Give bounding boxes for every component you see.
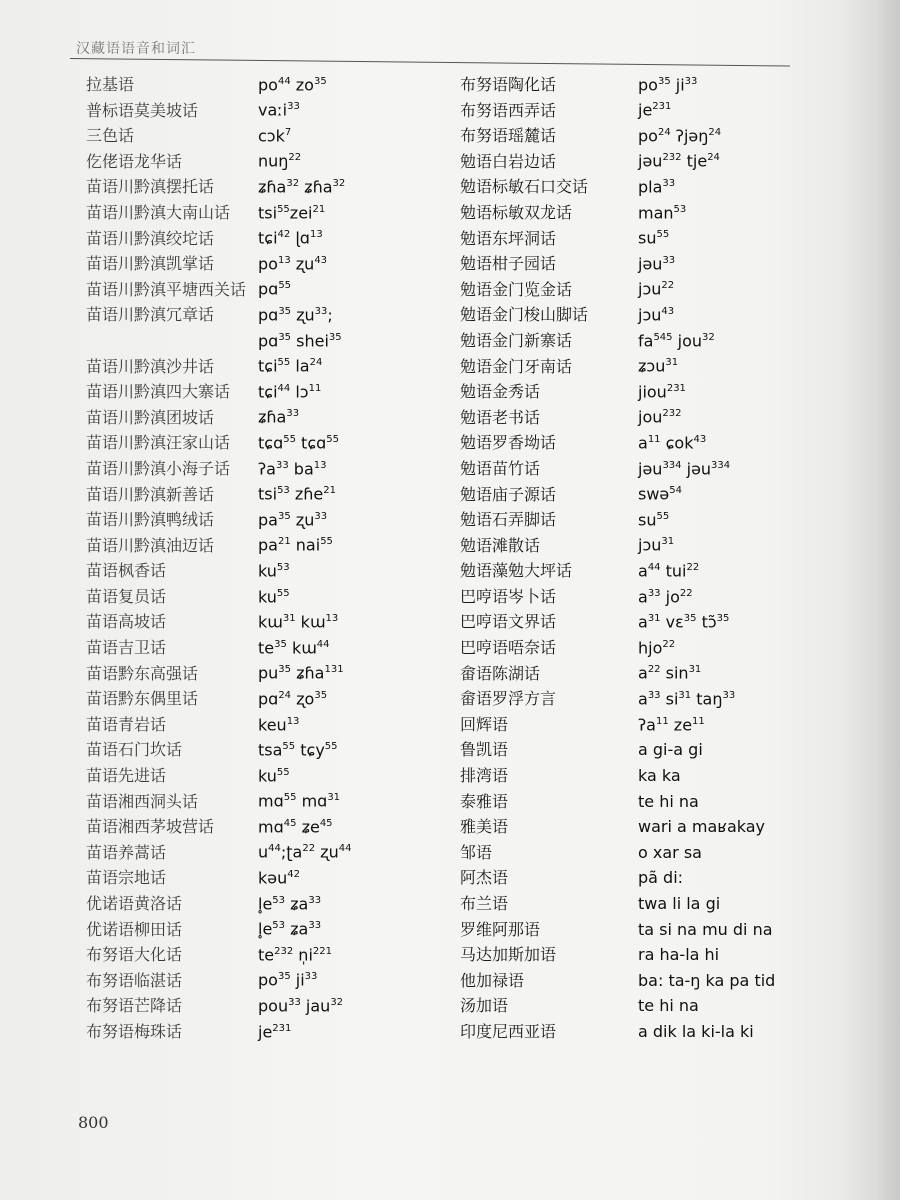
word-form: $l̥e^{53}$ ʑa$^{33}$ — [258, 894, 322, 913]
dialect-name: 雅美语 — [460, 817, 509, 837]
word-form: jəu$^{33}$ — [638, 254, 676, 274]
page-edge-shadow — [840, 0, 900, 1200]
word-form: tɕɑ$^{55}$ tɕɑ$^{55}$ — [258, 433, 340, 453]
word-form: jəu$^{334}$ jəu$^{334}$ — [638, 458, 731, 478]
dialect-name: 勉语藻勉大坪话 — [460, 561, 573, 581]
word-form: $l̥e^{53}$ ʑa$^{33}$ — [258, 919, 322, 939]
dialect-name: 汤加语 — [460, 996, 509, 1016]
dialect-name: 泰雅语 — [460, 791, 509, 811]
word-form: man$^{53}$ — [638, 202, 687, 222]
dialect-name: 三色话 — [86, 126, 135, 146]
dialect-name: 布努语瑶麓话 — [460, 126, 557, 146]
dialect-name: 巴哼语岑卜话 — [460, 586, 557, 606]
word-form: pɑ$^{24}$ ʐo$^{35}$ — [258, 689, 328, 709]
entry-row — [460, 942, 840, 968]
dialect-name: 巴哼语文界话 — [460, 612, 557, 632]
word-form: ʑɦa$^{32}$ ʑɦa$^{32}$ — [258, 177, 346, 197]
entry-row — [460, 917, 840, 943]
dialect-name: 优诺语柳田话 — [86, 919, 183, 939]
dialect-name: 勉语老书话 — [460, 407, 541, 427]
word-form: mɑ$^{55}$ mɑ$^{31}$ — [258, 791, 341, 811]
dialect-name: 普标语莫美坡话 — [86, 100, 199, 120]
dialect-name: 他加禄语 — [460, 970, 525, 990]
header-rule — [70, 58, 790, 67]
word-form: o xar sa — [638, 842, 702, 862]
word-form: pɑ$^{55}$ — [258, 279, 292, 299]
word-form: mɑ$^{45}$ ʑe$^{45}$ — [258, 817, 333, 837]
dialect-name: 鲁凯语 — [460, 740, 509, 760]
word-form: pla$^{33}$ — [638, 177, 676, 197]
word-form: jəu$^{232}$ tje$^{24}$ — [638, 151, 720, 171]
word-form: $po^{44}$ $zo^{35}$ — [258, 75, 327, 94]
dialect-name: 勉语金门览金话 — [460, 279, 573, 299]
dialect-name: 苗语川黔滇沙井话 — [86, 356, 215, 376]
word-form: $su^{55}$ — [638, 228, 670, 248]
dialect-name: 苗语川黔滇汪家山话 — [86, 433, 231, 453]
entry-row — [460, 712, 840, 738]
word-form: ra ha-la hi — [638, 945, 720, 965]
left-column — [86, 72, 456, 1045]
dialect-name: 马达加斯加语 — [460, 945, 557, 965]
dialect-name: 苗语吉卫话 — [86, 638, 167, 658]
dialect-name: 勉语柑子园话 — [460, 254, 557, 274]
word-form: $a^{33}$ $si^{31}$ taŋ$^{33}$ — [638, 689, 736, 709]
word-form: tɕi$^{55}$ $la^{24}$ — [258, 356, 323, 376]
word-form: $ku^{53}$ — [258, 561, 290, 581]
word-form: $pa^{35}$ ʐu$^{33}$ — [258, 510, 328, 530]
dialect-name: 优诺语黄洛话 — [86, 894, 183, 913]
dialect-name: 苗语川黔滇冗章话 — [86, 305, 215, 325]
word-form: kɯ$^{31}$ kɯ$^{13}$ — [258, 612, 339, 632]
word-form: $te^{35}$ kɯ$^{44}$ — [258, 638, 330, 658]
word-form: keu$^{13}$ — [258, 714, 300, 734]
dialect-name: 苗语川黔滇平塘西关话 — [86, 279, 247, 299]
word-form: ba: ta-ŋ ka pa tid — [638, 970, 776, 990]
word-form: $je^{231}$ — [258, 1021, 292, 1041]
dialect-name: 布努语陶化话 — [460, 75, 557, 94]
dialect-name: 苗语川黔滇四大寨话 — [86, 382, 231, 402]
right-column — [460, 72, 840, 1045]
dialect-name: 畲语陈湖话 — [460, 663, 541, 683]
running-header-title: 汉藏语语音和词汇 — [76, 41, 196, 57]
dialect-name: 苗语黔东偶里话 — [86, 689, 199, 709]
word-form: swə$^{54}$ — [638, 484, 682, 504]
dialect-name: 苗语川黔滇团坡话 — [86, 407, 215, 427]
dialect-name: 苗语湘西洞头话 — [86, 791, 199, 811]
word-form: tɕi$^{44}$ lɔ$^{11}$ — [258, 382, 322, 402]
word-form: pɑ$^{35}$ shei$^{35}$ — [258, 330, 342, 350]
word-form: $ku^{55}$ — [258, 766, 290, 786]
dialect-name: 苗语黔东高强话 — [86, 663, 199, 683]
dialect-name: 罗维阿那语 — [460, 919, 541, 939]
word-form: a gi-a gi — [638, 740, 703, 760]
dialect-name: 勉语石弄脚话 — [460, 510, 557, 530]
word-form: $u^{44};ʈa^{22}$ ʐu$^{44}$ — [258, 842, 352, 862]
dialect-name: 布努语临湛话 — [86, 970, 183, 990]
entry-row — [460, 865, 840, 891]
word-form: cɔk$^7$ — [258, 126, 292, 146]
entry-row — [460, 737, 840, 763]
dialect-name: 布努语梅珠话 — [86, 1021, 183, 1041]
dialect-name: 邹语 — [460, 842, 493, 862]
entry-row — [460, 1019, 840, 1045]
word-form: pou$^{33}$ jau$^{32}$ — [258, 996, 344, 1016]
word-form: wari a maʁakay — [638, 817, 765, 837]
entry-row — [460, 968, 840, 994]
word-form: nuŋ$^{22}$ — [258, 151, 302, 171]
dialect-name: 回辉语 — [460, 714, 509, 734]
word-form: kəu$^{42}$ — [258, 868, 300, 888]
word-form: ta si na mu di na — [638, 919, 773, 939]
dialect-name: 苗语湘西茅坡营话 — [86, 817, 215, 837]
entry-row — [86, 1019, 456, 1045]
dialect-name: 苗语石门坎话 — [86, 740, 183, 760]
word-form: pã di: — [638, 868, 684, 888]
dialect-name: 勉语罗香坳话 — [460, 433, 557, 453]
page-number: 800 — [78, 1113, 109, 1132]
word-form: pɑ$^{35}$ ʐu$^{33}$; — [258, 305, 333, 325]
word-form: ʑɔu$^{31}$ — [638, 356, 679, 376]
dialect-name: 苗语川黔滇绞坨话 — [86, 228, 215, 248]
dialect-name: 巴哼语唔奈话 — [460, 638, 557, 658]
dialect-name: 勉语金门梭山脚话 — [460, 305, 589, 325]
dialect-name: 苗语川黔滇小海子话 — [86, 458, 231, 478]
dialect-name: 布努语芒降话 — [86, 996, 183, 1016]
word-form: jɔu$^{31}$ — [638, 535, 675, 555]
dialect-name: 苗语川黔滇油迈话 — [86, 535, 215, 555]
word-form: te hi na — [638, 996, 699, 1016]
dialect-name: 苗语先进话 — [86, 766, 167, 786]
word-form: $po^{35}$ $ji^{33}$ — [258, 970, 318, 990]
dialect-name: 苗语复员话 — [86, 586, 167, 606]
word-form: $po^{13}$ ʐu$^{43}$ — [258, 254, 328, 274]
word-form: a dik la ki-la ki — [638, 1021, 754, 1041]
word-form: tsa$^{55}$ tɕy$^{55}$ — [258, 740, 338, 760]
dialect-name: 布兰语 — [460, 894, 509, 913]
word-form: jiou$^{231}$ — [638, 382, 686, 402]
dialect-name: 苗语高坡话 — [86, 612, 167, 632]
word-form: $a^{33}$ $jo^{22}$ — [638, 586, 693, 606]
word-form: ʔa$^{11}$ $ze^{11}$ — [638, 714, 705, 734]
dialect-name: 苗语枫香话 — [86, 561, 167, 581]
entry-row — [460, 891, 840, 917]
word-form: $a^{44}$ tui$^{22}$ — [638, 561, 700, 581]
dialect-name: 畲语罗浮方言 — [460, 689, 557, 709]
dialect-name: 勉语金秀话 — [460, 382, 541, 402]
dialect-name: 勉语标敏双龙话 — [460, 202, 573, 222]
dialect-name: 勉语金门新寨话 — [460, 330, 573, 350]
dialect-name: 苗语川黔滇新善话 — [86, 484, 215, 504]
dialect-name: 勉语东坪洞话 — [460, 228, 557, 248]
dialect-name: 布努语西弄话 — [460, 100, 557, 120]
word-form: tɕi$^{42}$ ɭɑ$^{13}$ — [258, 228, 323, 248]
dialect-name: 苗语川黔滇凯掌话 — [86, 254, 215, 274]
word-form: ka ka — [638, 766, 681, 786]
word-form: $a^{22}$ $\sin^{31}$ — [638, 663, 702, 683]
word-form: jou$^{232}$ — [638, 407, 682, 427]
word-form: jɔu$^{43}$ — [638, 305, 675, 325]
dialect-name: 苗语青岩话 — [86, 714, 167, 734]
word-form: $po^{24}$ ʔjəŋ$^{24}$ — [638, 126, 722, 146]
dialect-name: 阿杰语 — [460, 868, 509, 888]
word-form: tsi$^{53}$ zɦe$^{21}$ — [258, 484, 336, 504]
dialect-name: 布努语大化话 — [86, 945, 183, 965]
entry-row — [460, 993, 840, 1019]
dialect-name: 勉语滩散话 — [460, 535, 541, 555]
dialect-name: 仡佬语龙华话 — [86, 151, 183, 171]
word-form: $a^{11}$ ɕok$^{43}$ — [638, 433, 707, 453]
word-form: ʑɦa$^{33}$ — [258, 407, 300, 427]
entry-row — [460, 814, 840, 840]
entry-row — [460, 840, 840, 866]
entry-row — [460, 789, 840, 815]
dialect-name: 印度尼西亚语 — [460, 1021, 557, 1041]
word-form: $fa^{545}$ jou$^{32}$ — [638, 330, 715, 350]
dialect-name: 排湾语 — [460, 766, 509, 786]
word-form: hjo$^{22}$ — [638, 638, 676, 658]
word-form: $a^{31}$ vɛ$^{35}$ tɔ̃$^{35}$ — [638, 612, 730, 632]
word-form: $pu^{35}$ ʑɦa$^{131}$ — [258, 663, 344, 683]
dialect-name: 勉语标敏石口交话 — [460, 177, 589, 197]
dialect-name: 苗语川黔滇鸭绒话 — [86, 510, 215, 530]
dialect-name: 拉基语 — [86, 75, 135, 94]
dialect-name: 勉语金门牙南话 — [460, 356, 573, 376]
dialect-name: 勉语白岩边话 — [460, 151, 557, 171]
dialect-name: 勉语苗竹话 — [460, 458, 541, 478]
word-form: vaːi$^{33}$ — [258, 100, 300, 120]
word-form: $po^{35}$ $ji^{33}$ — [638, 75, 698, 94]
word-form: twa li la gi — [638, 894, 721, 913]
word-form: tsi$^{55}$zei$^{21}$ — [258, 202, 326, 222]
word-form: $su^{55}$ — [638, 510, 670, 530]
word-form: $je^{231}$ — [638, 100, 672, 120]
dialect-name: 勉语庙子源话 — [460, 484, 557, 504]
dialect-name: 苗语川黔滇大南山话 — [86, 202, 231, 222]
dialect-name: 苗语养蒿话 — [86, 842, 167, 862]
dialect-name: 苗语川黔滇摆托话 — [86, 177, 215, 197]
dialect-name: 苗语宗地话 — [86, 868, 167, 888]
word-form: $te^{232}$ $n̩i^{221}$ — [258, 945, 332, 965]
word-form: ʔa$^{33}$ $ba^{13}$ — [258, 458, 327, 478]
entry-row — [460, 763, 840, 789]
word-form: $pa^{21}$ nai$^{55}$ — [258, 535, 333, 555]
word-form: te hi na — [638, 791, 699, 811]
word-form: jɔu$^{22}$ — [638, 279, 675, 299]
word-form: $ku^{55}$ — [258, 586, 290, 606]
